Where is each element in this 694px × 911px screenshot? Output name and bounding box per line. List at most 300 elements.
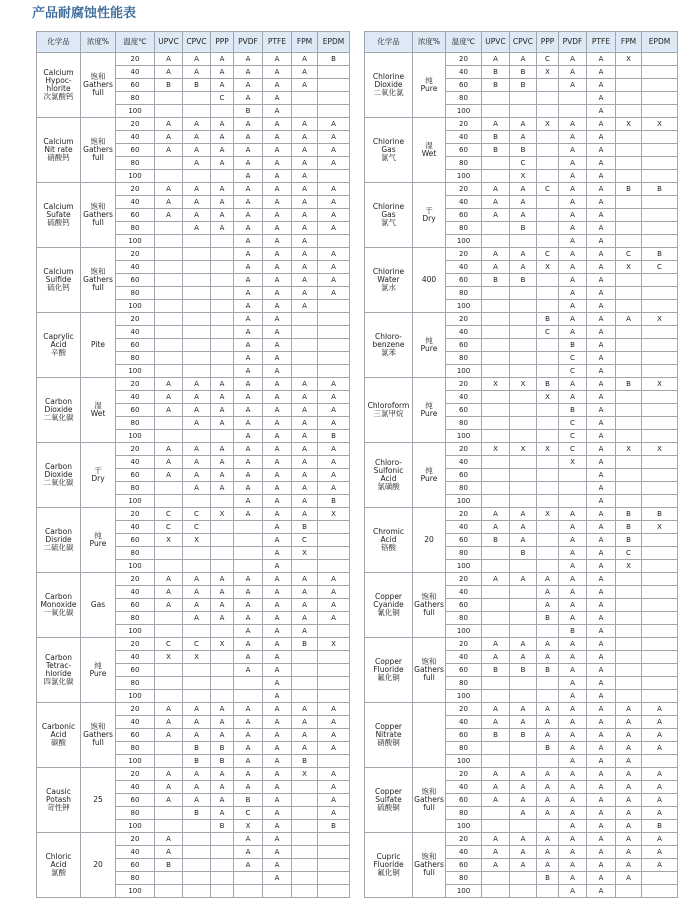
table-row [365, 703, 678, 716]
ptfe-cell: A [263, 742, 292, 755]
cpvc-cell [510, 235, 537, 248]
pvdf-cell: A [559, 846, 587, 859]
fpm-cell [292, 651, 318, 664]
cpvc-cell: A [183, 729, 211, 742]
ptfe-cell: A [263, 456, 292, 469]
ppp-cell: A [537, 703, 559, 716]
temperature-cell: 20 [116, 53, 155, 66]
pvdf-cell: A [559, 742, 587, 755]
temperature-cell: 60 [446, 144, 482, 157]
fpm-cell: A [292, 508, 318, 521]
cpvc-cell [183, 677, 211, 690]
ppp-cell [211, 287, 234, 300]
ptfe-cell: A [263, 820, 292, 833]
temperature-cell: 100 [116, 820, 155, 833]
temperature-cell: 40 [446, 521, 482, 534]
ptfe-cell: A [587, 456, 616, 469]
temperature-cell: 20 [446, 833, 482, 846]
pvdf-cell: A [234, 248, 263, 261]
ppp-cell: C [537, 53, 559, 66]
pvdf-cell: A [559, 144, 587, 157]
ppp-cell [211, 352, 234, 365]
epdm-cell: A [318, 794, 350, 807]
table-row [37, 768, 350, 781]
pvdf-cell: A [234, 573, 263, 586]
pvdf-cell: A [234, 664, 263, 677]
pvdf-cell: A [234, 729, 263, 742]
ptfe-cell: A [587, 534, 616, 547]
ppp-cell [537, 170, 559, 183]
header-row [365, 32, 678, 53]
epdm-cell: A [318, 378, 350, 391]
ptfe-cell: A [263, 781, 292, 794]
table-row [37, 183, 350, 196]
fpm-cell [292, 885, 318, 898]
temperature-cell: 80 [446, 482, 482, 495]
temperature-cell: 60 [446, 729, 482, 742]
ptfe-cell: A [263, 560, 292, 573]
cpvc-cell [510, 677, 537, 690]
concentration-cell: 饱和 Gathers full [81, 248, 116, 313]
epdm-cell [642, 287, 678, 300]
pvdf-cell: A [559, 79, 587, 92]
pvdf-cell: A [559, 235, 587, 248]
cpvc-cell [510, 625, 537, 638]
fpm-cell [292, 664, 318, 677]
cpvc-cell [183, 846, 211, 859]
upvc-cell: X [482, 378, 510, 391]
ptfe-cell: A [587, 118, 616, 131]
epdm-cell [642, 885, 678, 898]
cpvc-cell [510, 872, 537, 885]
ppp-cell [537, 365, 559, 378]
fpm-cell [616, 222, 642, 235]
temperature-cell: 40 [116, 521, 155, 534]
ptfe-cell: A [587, 326, 616, 339]
cpvc-cell: A [510, 781, 537, 794]
epdm-cell [318, 326, 350, 339]
ppp-cell [211, 170, 234, 183]
ppp-cell [537, 131, 559, 144]
cpvc-cell: B [510, 664, 537, 677]
temperature-cell: 20 [116, 313, 155, 326]
temperature-cell: 60 [446, 209, 482, 222]
ptfe-cell: A [263, 300, 292, 313]
cpvc-cell [183, 833, 211, 846]
epdm-cell [318, 352, 350, 365]
ptfe-cell: A [263, 807, 292, 820]
cpvc-cell: A [183, 573, 211, 586]
fpm-cell: A [292, 118, 318, 131]
temperature-cell: 20 [446, 703, 482, 716]
fpm-cell: A [292, 404, 318, 417]
fpm-cell [292, 326, 318, 339]
fpm-cell: A [292, 170, 318, 183]
epdm-cell [318, 859, 350, 872]
ptfe-cell: A [587, 625, 616, 638]
fpm-cell: A [616, 859, 642, 872]
ptfe-cell: A [587, 352, 616, 365]
cpvc-cell [510, 469, 537, 482]
pvdf-cell: A [234, 235, 263, 248]
ppp-cell [211, 859, 234, 872]
ptfe-cell: A [587, 690, 616, 703]
cpvc-cell [183, 625, 211, 638]
cpvc-cell [510, 300, 537, 313]
temperature-cell: 60 [446, 339, 482, 352]
pvdf-cell [234, 560, 263, 573]
pvdf-cell: A [234, 599, 263, 612]
epdm-cell [318, 846, 350, 859]
ptfe-cell: A [263, 755, 292, 768]
pvdf-cell [234, 690, 263, 703]
ptfe-cell: A [587, 833, 616, 846]
header-epdm: EPDM [642, 32, 678, 53]
fpm-cell [292, 677, 318, 690]
upvc-cell: A [482, 183, 510, 196]
ppp-cell: A [211, 469, 234, 482]
epdm-cell: A [318, 781, 350, 794]
fpm-cell [616, 638, 642, 651]
pvdf-cell: A [234, 339, 263, 352]
temperature-cell: 80 [446, 287, 482, 300]
upvc-cell [155, 157, 183, 170]
pvdf-cell: C [559, 352, 587, 365]
upvc-cell: A [482, 716, 510, 729]
concentration-cell: 干 Dry [81, 443, 116, 508]
epdm-cell [318, 235, 350, 248]
pvdf-cell: A [559, 378, 587, 391]
ptfe-cell: A [587, 742, 616, 755]
temperature-cell: 40 [116, 261, 155, 274]
cpvc-cell: A [510, 248, 537, 261]
pvdf-cell: A [559, 807, 587, 820]
ppp-cell [537, 339, 559, 352]
ptfe-cell: A [587, 196, 616, 209]
temperature-cell: 60 [116, 859, 155, 872]
fpm-cell: A [292, 66, 318, 79]
cpvc-cell: A [183, 794, 211, 807]
pvdf-cell: A [234, 287, 263, 300]
header-pvdf: PVDF [559, 32, 587, 53]
fpm-cell [616, 170, 642, 183]
upvc-cell: A [155, 586, 183, 599]
ptfe-cell: A [263, 872, 292, 885]
fpm-cell: B [616, 378, 642, 391]
fpm-cell: A [292, 287, 318, 300]
cpvc-cell [183, 664, 211, 677]
fpm-cell [616, 326, 642, 339]
cpvc-cell: A [510, 209, 537, 222]
upvc-cell [155, 495, 183, 508]
ppp-cell: A [211, 807, 234, 820]
cpvc-cell: A [183, 716, 211, 729]
temperature-cell: 40 [116, 716, 155, 729]
cpvc-cell: B [510, 144, 537, 157]
ptfe-cell: A [263, 183, 292, 196]
upvc-cell: A [155, 781, 183, 794]
ptfe-cell: A [587, 144, 616, 157]
temperature-cell: 80 [116, 742, 155, 755]
temperature-cell: 20 [446, 443, 482, 456]
upvc-cell: B [482, 664, 510, 677]
epdm-cell: A [642, 794, 678, 807]
ppp-cell [537, 521, 559, 534]
ptfe-cell: A [263, 92, 292, 105]
concentration-cell: 纯 Pure [81, 508, 116, 573]
pvdf-cell: A [234, 144, 263, 157]
pvdf-cell [559, 105, 587, 118]
pvdf-cell: A [559, 781, 587, 794]
cpvc-cell [183, 287, 211, 300]
temperature-cell: 100 [116, 365, 155, 378]
ppp-cell: A [537, 846, 559, 859]
fpm-cell [616, 456, 642, 469]
upvc-cell: A [155, 599, 183, 612]
epdm-cell: A [642, 859, 678, 872]
ppp-cell: X [537, 391, 559, 404]
ptfe-cell: A [587, 651, 616, 664]
temperature-cell: 100 [116, 495, 155, 508]
upvc-cell [155, 820, 183, 833]
cpvc-cell [510, 690, 537, 703]
upvc-cell [155, 222, 183, 235]
temperature-cell: 60 [446, 794, 482, 807]
epdm-cell [642, 677, 678, 690]
ptfe-cell: A [263, 248, 292, 261]
pvdf-cell: C [559, 365, 587, 378]
fpm-cell: A [616, 768, 642, 781]
cpvc-cell: A [183, 66, 211, 79]
epdm-cell [642, 638, 678, 651]
pvdf-cell: A [559, 274, 587, 287]
epdm-cell: A [318, 456, 350, 469]
fpm-cell: A [292, 274, 318, 287]
upvc-cell [482, 417, 510, 430]
ptfe-cell: A [587, 794, 616, 807]
right-resistance-table [364, 31, 678, 898]
fpm-cell [292, 365, 318, 378]
ptfe-cell: A [587, 339, 616, 352]
fpm-cell [292, 859, 318, 872]
cpvc-cell [510, 456, 537, 469]
cpvc-cell: A [183, 612, 211, 625]
epdm-cell: A [318, 131, 350, 144]
fpm-cell [616, 664, 642, 677]
upvc-cell: A [155, 833, 183, 846]
upvc-cell: A [482, 846, 510, 859]
temperature-cell: 80 [116, 352, 155, 365]
pvdf-cell: X [234, 820, 263, 833]
concentration-cell: 饱和 Gathers full [81, 703, 116, 768]
upvc-cell: A [155, 573, 183, 586]
ptfe-cell: A [587, 404, 616, 417]
pvdf-cell: A [559, 573, 587, 586]
chemical-name-cell: Causic Potash 苛性钾 [37, 768, 81, 833]
upvc-cell: C [155, 508, 183, 521]
upvc-cell: A [155, 768, 183, 781]
ptfe-cell: A [263, 365, 292, 378]
temperature-cell: 100 [116, 755, 155, 768]
fpm-cell: A [616, 703, 642, 716]
fpm-cell: A [616, 872, 642, 885]
ptfe-cell: A [263, 495, 292, 508]
temperature-cell: 20 [116, 638, 155, 651]
cpvc-cell [510, 885, 537, 898]
cpvc-cell: X [510, 443, 537, 456]
cpvc-cell: B [510, 274, 537, 287]
header-cpvc: CPVC [183, 32, 211, 53]
temperature-cell: 40 [446, 586, 482, 599]
pvdf-cell: A [234, 508, 263, 521]
concentration-cell: 纯 Pure [413, 313, 446, 378]
ppp-cell: B [211, 755, 234, 768]
ptfe-cell: A [263, 287, 292, 300]
fpm-cell: B [616, 534, 642, 547]
pvdf-cell: A [559, 833, 587, 846]
epdm-cell [318, 92, 350, 105]
temperature-cell: 40 [116, 456, 155, 469]
chemical-name-cell: Copper Sulfate 硫酸铜 [365, 768, 413, 833]
epdm-cell [318, 664, 350, 677]
temperature-cell: 100 [446, 560, 482, 573]
fpm-cell: A [292, 131, 318, 144]
temperature-cell: 20 [116, 378, 155, 391]
epdm-cell [642, 755, 678, 768]
temperature-cell: 60 [116, 664, 155, 677]
fpm-cell: X [616, 443, 642, 456]
ppp-cell: A [211, 729, 234, 742]
cpvc-cell: A [183, 222, 211, 235]
ppp-cell: B [537, 378, 559, 391]
chemical-name-cell: Carbon Monoxide 一氧化碳 [37, 573, 81, 638]
epdm-cell [642, 469, 678, 482]
epdm-cell: A [318, 183, 350, 196]
fpm-cell: A [292, 222, 318, 235]
upvc-cell: A [482, 209, 510, 222]
ptfe-cell: A [587, 417, 616, 430]
ppp-cell: A [211, 599, 234, 612]
pvdf-cell [559, 469, 587, 482]
cpvc-cell [510, 560, 537, 573]
pvdf-cell: A [559, 508, 587, 521]
epdm-cell [642, 664, 678, 677]
table-row [365, 313, 678, 326]
pvdf-cell: A [234, 469, 263, 482]
epdm-cell [318, 313, 350, 326]
fpm-cell [616, 79, 642, 92]
fpm-cell: A [292, 183, 318, 196]
ppp-cell [211, 534, 234, 547]
ppp-cell: A [537, 651, 559, 664]
temperature-cell: 80 [446, 742, 482, 755]
upvc-cell: X [155, 534, 183, 547]
pvdf-cell: A [234, 196, 263, 209]
pvdf-cell: A [234, 833, 263, 846]
pvdf-cell: A [234, 859, 263, 872]
pvdf-cell: A [559, 768, 587, 781]
ptfe-cell: A [587, 495, 616, 508]
ptfe-cell: A [263, 222, 292, 235]
epdm-cell [642, 222, 678, 235]
cpvc-cell: A [510, 196, 537, 209]
temperature-cell: 40 [446, 391, 482, 404]
pvdf-cell: X [559, 456, 587, 469]
fpm-cell: A [292, 612, 318, 625]
chemical-name-cell: Carbon Dioxide 二氧化碳 [37, 378, 81, 443]
temperature-cell: 40 [446, 196, 482, 209]
temperature-cell: 80 [446, 417, 482, 430]
temperature-cell: 20 [446, 248, 482, 261]
pvdf-cell: A [559, 521, 587, 534]
epdm-cell [642, 612, 678, 625]
ppp-cell: A [537, 768, 559, 781]
fpm-cell [616, 651, 642, 664]
pvdf-cell: A [559, 261, 587, 274]
temperature-cell: 80 [116, 807, 155, 820]
ptfe-cell: A [263, 404, 292, 417]
ppp-cell [537, 105, 559, 118]
pvdf-cell [234, 534, 263, 547]
upvc-cell: A [155, 729, 183, 742]
temperature-cell: 40 [116, 846, 155, 859]
cpvc-cell [183, 235, 211, 248]
pvdf-cell: A [234, 456, 263, 469]
ptfe-cell: A [587, 729, 616, 742]
pvdf-cell: A [559, 287, 587, 300]
ptfe-cell: A [263, 638, 292, 651]
ppp-cell: A [211, 209, 234, 222]
ptfe-cell: A [587, 183, 616, 196]
upvc-cell [155, 235, 183, 248]
temperature-cell: 100 [446, 365, 482, 378]
ptfe-cell: A [587, 274, 616, 287]
ppp-cell: B [537, 313, 559, 326]
ptfe-cell: A [587, 66, 616, 79]
ptfe-cell: A [587, 599, 616, 612]
temperature-cell: 60 [116, 404, 155, 417]
ppp-cell: A [211, 781, 234, 794]
chemical-name-cell: Copper Cyanide 氰化铜 [365, 573, 413, 638]
upvc-cell [482, 313, 510, 326]
pvdf-cell: A [234, 612, 263, 625]
table-row [365, 443, 678, 456]
pvdf-cell: A [234, 651, 263, 664]
table-row [365, 573, 678, 586]
upvc-cell [155, 664, 183, 677]
upvc-cell: B [482, 144, 510, 157]
pvdf-cell: A [559, 326, 587, 339]
ppp-cell: A [211, 144, 234, 157]
fpm-cell: X [616, 118, 642, 131]
pvdf-cell: A [559, 703, 587, 716]
epdm-cell: A [642, 846, 678, 859]
fpm-cell: A [292, 248, 318, 261]
cpvc-cell: A [510, 703, 537, 716]
ptfe-cell: A [263, 430, 292, 443]
concentration-cell: 纯 Pure [413, 53, 446, 118]
table-row [365, 768, 678, 781]
ptfe-cell: A [587, 430, 616, 443]
cpvc-cell [183, 690, 211, 703]
temperature-cell: 100 [116, 300, 155, 313]
fpm-cell: A [292, 456, 318, 469]
temperature-cell: 100 [446, 885, 482, 898]
temperature-cell: 20 [446, 508, 482, 521]
ppp-cell: A [211, 794, 234, 807]
cpvc-cell: A [183, 417, 211, 430]
pvdf-cell: A [559, 66, 587, 79]
